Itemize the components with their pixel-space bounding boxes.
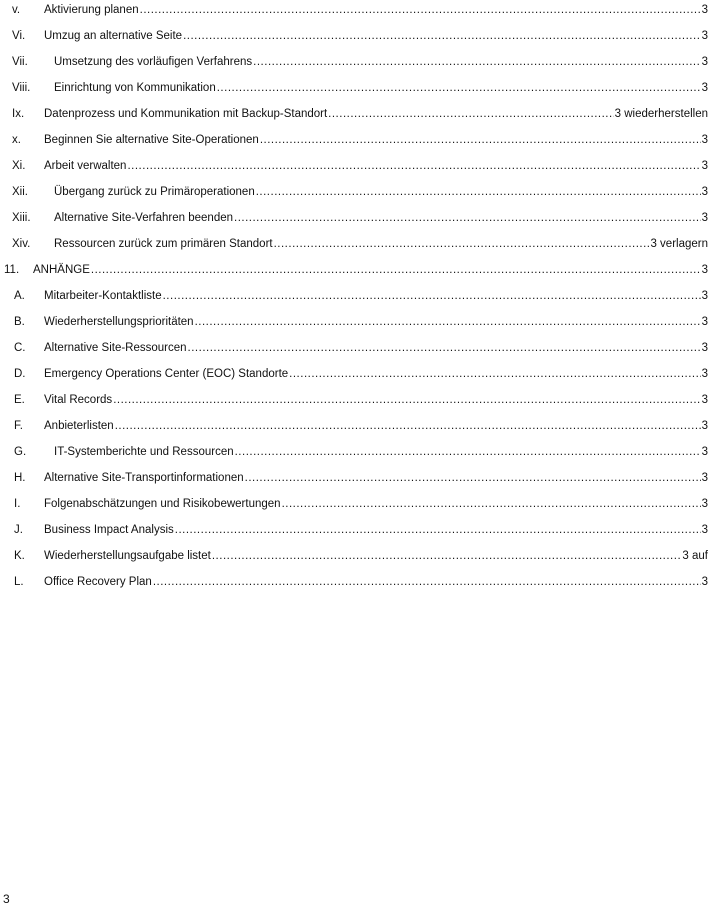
toc-entry-page: 3	[701, 342, 708, 354]
toc-entry-page: 3	[701, 368, 708, 380]
toc-entry[interactable]	[0, 416, 710, 432]
toc-entry-page: 3	[701, 30, 708, 42]
toc-entry-page: 3	[701, 264, 708, 276]
toc-entry-number: I.	[14, 498, 21, 510]
toc-entry-number: J.	[14, 524, 23, 536]
toc-entry-page: 3	[701, 394, 708, 406]
toc-entry-title: Ressourcen zurück zum primären Standort	[54, 238, 273, 250]
toc-entry-number: Xiii.	[12, 212, 31, 224]
toc-entry-number: Viii.	[12, 82, 31, 94]
dot-leader	[328, 108, 613, 120]
toc-entry-number: 11.	[4, 264, 20, 276]
toc-entry[interactable]	[0, 338, 710, 354]
toc-entry[interactable]	[0, 52, 710, 68]
toc-entry-number: E.	[14, 394, 25, 406]
dot-leader	[282, 498, 701, 510]
toc-entry-page: 3	[701, 186, 708, 198]
dot-leader	[115, 420, 701, 432]
toc-entry[interactable]	[0, 260, 710, 276]
toc-entry-title: Alternative Site-Transportinformationen	[44, 472, 244, 484]
toc-entry-title: Umsetzung des vorläufigen Verfahrens	[54, 56, 253, 68]
toc-entry-page: 3	[701, 498, 708, 510]
dot-leader	[188, 342, 701, 354]
toc-entry-page: 3	[701, 4, 708, 16]
toc-entry[interactable]	[0, 182, 710, 198]
toc-entry[interactable]	[0, 546, 710, 562]
toc-entry-page: 3	[701, 576, 708, 588]
toc-entry-title: Office Recovery Plan	[44, 576, 152, 588]
dot-leader	[91, 264, 701, 276]
toc-entry-page: 3 wiederherstellen	[614, 108, 708, 120]
toc-entry-page: 3	[701, 446, 708, 458]
toc-entry[interactable]	[0, 312, 710, 328]
dot-leader	[289, 368, 700, 380]
toc-entry-number: B.	[14, 316, 25, 328]
toc-entry-title: Beginnen Sie alternative Site-Operationen	[44, 134, 259, 146]
toc-entry-number: L.	[14, 576, 24, 588]
toc-entry-title: Arbeit verwalten	[44, 160, 127, 172]
toc-entry-page: 3	[701, 212, 708, 224]
toc-entry[interactable]	[0, 520, 710, 536]
toc-entry-number: v.	[12, 4, 21, 16]
page-number: 3	[3, 892, 10, 906]
toc-entry-number: x.	[12, 134, 21, 146]
dot-leader	[175, 524, 701, 536]
toc-entry-number: A.	[14, 290, 25, 302]
toc-entry-title: Wiederherstellungsaufgabe listet	[44, 550, 211, 562]
dot-leader	[234, 212, 701, 224]
toc-entry-title: Emergency Operations Center (EOC) Standorte	[44, 368, 289, 380]
toc-entry[interactable]	[0, 156, 710, 172]
dot-leader	[217, 82, 701, 94]
toc-entry-page: 3	[701, 420, 708, 432]
toc-entry-title: Vital Records	[44, 394, 113, 406]
toc-entry[interactable]	[0, 0, 710, 16]
toc-entry[interactable]	[0, 78, 710, 94]
toc-entry-page: 3	[701, 290, 708, 302]
toc-entry-title: Einrichtung von Kommunikation	[54, 82, 216, 94]
toc-entry-title: Umzug an alternative Seite	[44, 30, 183, 42]
dot-leader	[212, 550, 682, 562]
toc-entry-number: Xiv.	[12, 238, 31, 250]
toc-entry-page: 3	[701, 524, 708, 536]
toc-entry[interactable]	[0, 572, 710, 588]
toc-entry-number: D.	[14, 368, 26, 380]
dot-leader	[260, 134, 701, 146]
toc-entry-number: G.	[14, 446, 27, 458]
dot-leader	[195, 316, 701, 328]
toc-entry-page: 3 verlagern	[650, 238, 708, 250]
dot-leader	[235, 446, 701, 458]
toc-entry[interactable]	[0, 390, 710, 406]
toc-entry-page: 3	[701, 316, 708, 328]
dot-leader	[253, 56, 700, 68]
toc-entry[interactable]	[0, 104, 710, 120]
toc-entry-page: 3	[701, 56, 708, 68]
toc-entry[interactable]	[0, 208, 710, 224]
toc-entry[interactable]	[0, 234, 710, 250]
toc-entry-number: F.	[14, 420, 23, 432]
toc-entry-title: IT-Systemberichte und Ressourcen	[54, 446, 234, 458]
toc-entry-number: Vii.	[12, 56, 28, 68]
dot-leader	[183, 30, 701, 42]
toc-entry-title: Mitarbeiter-Kontaktliste	[44, 290, 162, 302]
toc-entry-title: Wiederherstellungsprioritäten	[44, 316, 194, 328]
toc-entry[interactable]	[0, 364, 710, 380]
toc-entry-page: 3 auf	[682, 550, 708, 562]
toc-entry-title: ANHÄNGE	[33, 264, 90, 276]
toc-entry-page: 3	[701, 82, 708, 94]
toc-entry[interactable]	[0, 26, 710, 42]
dot-leader	[140, 4, 701, 16]
toc-entry-title: Aktivierung planen	[44, 4, 139, 16]
toc-entry-title: Alternative Site-Verfahren beenden	[54, 212, 234, 224]
dot-leader	[274, 238, 650, 250]
toc-entry-title: Folgenabschätzungen und Risikobewertungen	[44, 498, 281, 510]
toc-entry[interactable]	[0, 442, 710, 458]
toc-entry-page: 3	[701, 160, 708, 172]
toc-entry[interactable]	[0, 286, 710, 302]
toc-entry-number: Vi.	[12, 30, 26, 42]
dot-leader	[113, 394, 700, 406]
toc-entry-page: 3	[701, 134, 708, 146]
dot-leader	[163, 290, 701, 302]
toc-entry-number: Xii.	[12, 186, 28, 198]
toc-entry[interactable]	[0, 494, 710, 510]
toc-entry-page: 3	[701, 472, 708, 484]
toc-entry-title: Business Impact Analysis	[44, 524, 174, 536]
toc-entry-title: Anbieterlisten	[44, 420, 114, 432]
toc-entry-title: Datenprozess und Kommunikation mit Backup-Standort	[44, 108, 328, 120]
toc-entry-number: K.	[14, 550, 25, 562]
toc-entry-title: Alternative Site-Ressourcen	[44, 342, 187, 354]
dot-leader	[256, 186, 701, 198]
dot-leader	[127, 160, 700, 172]
toc-entry-number: Ix.	[12, 108, 25, 120]
toc-entry-number: H.	[14, 472, 26, 484]
dot-leader	[245, 472, 701, 484]
toc-entry-title: Übergang zurück zu Primäroperationen	[54, 186, 255, 198]
dot-leader	[153, 576, 701, 588]
toc-entry[interactable]	[0, 130, 710, 146]
toc-entry-number: Xi.	[12, 160, 26, 172]
toc-entry-number: C.	[14, 342, 26, 354]
toc-entry[interactable]	[0, 468, 710, 484]
